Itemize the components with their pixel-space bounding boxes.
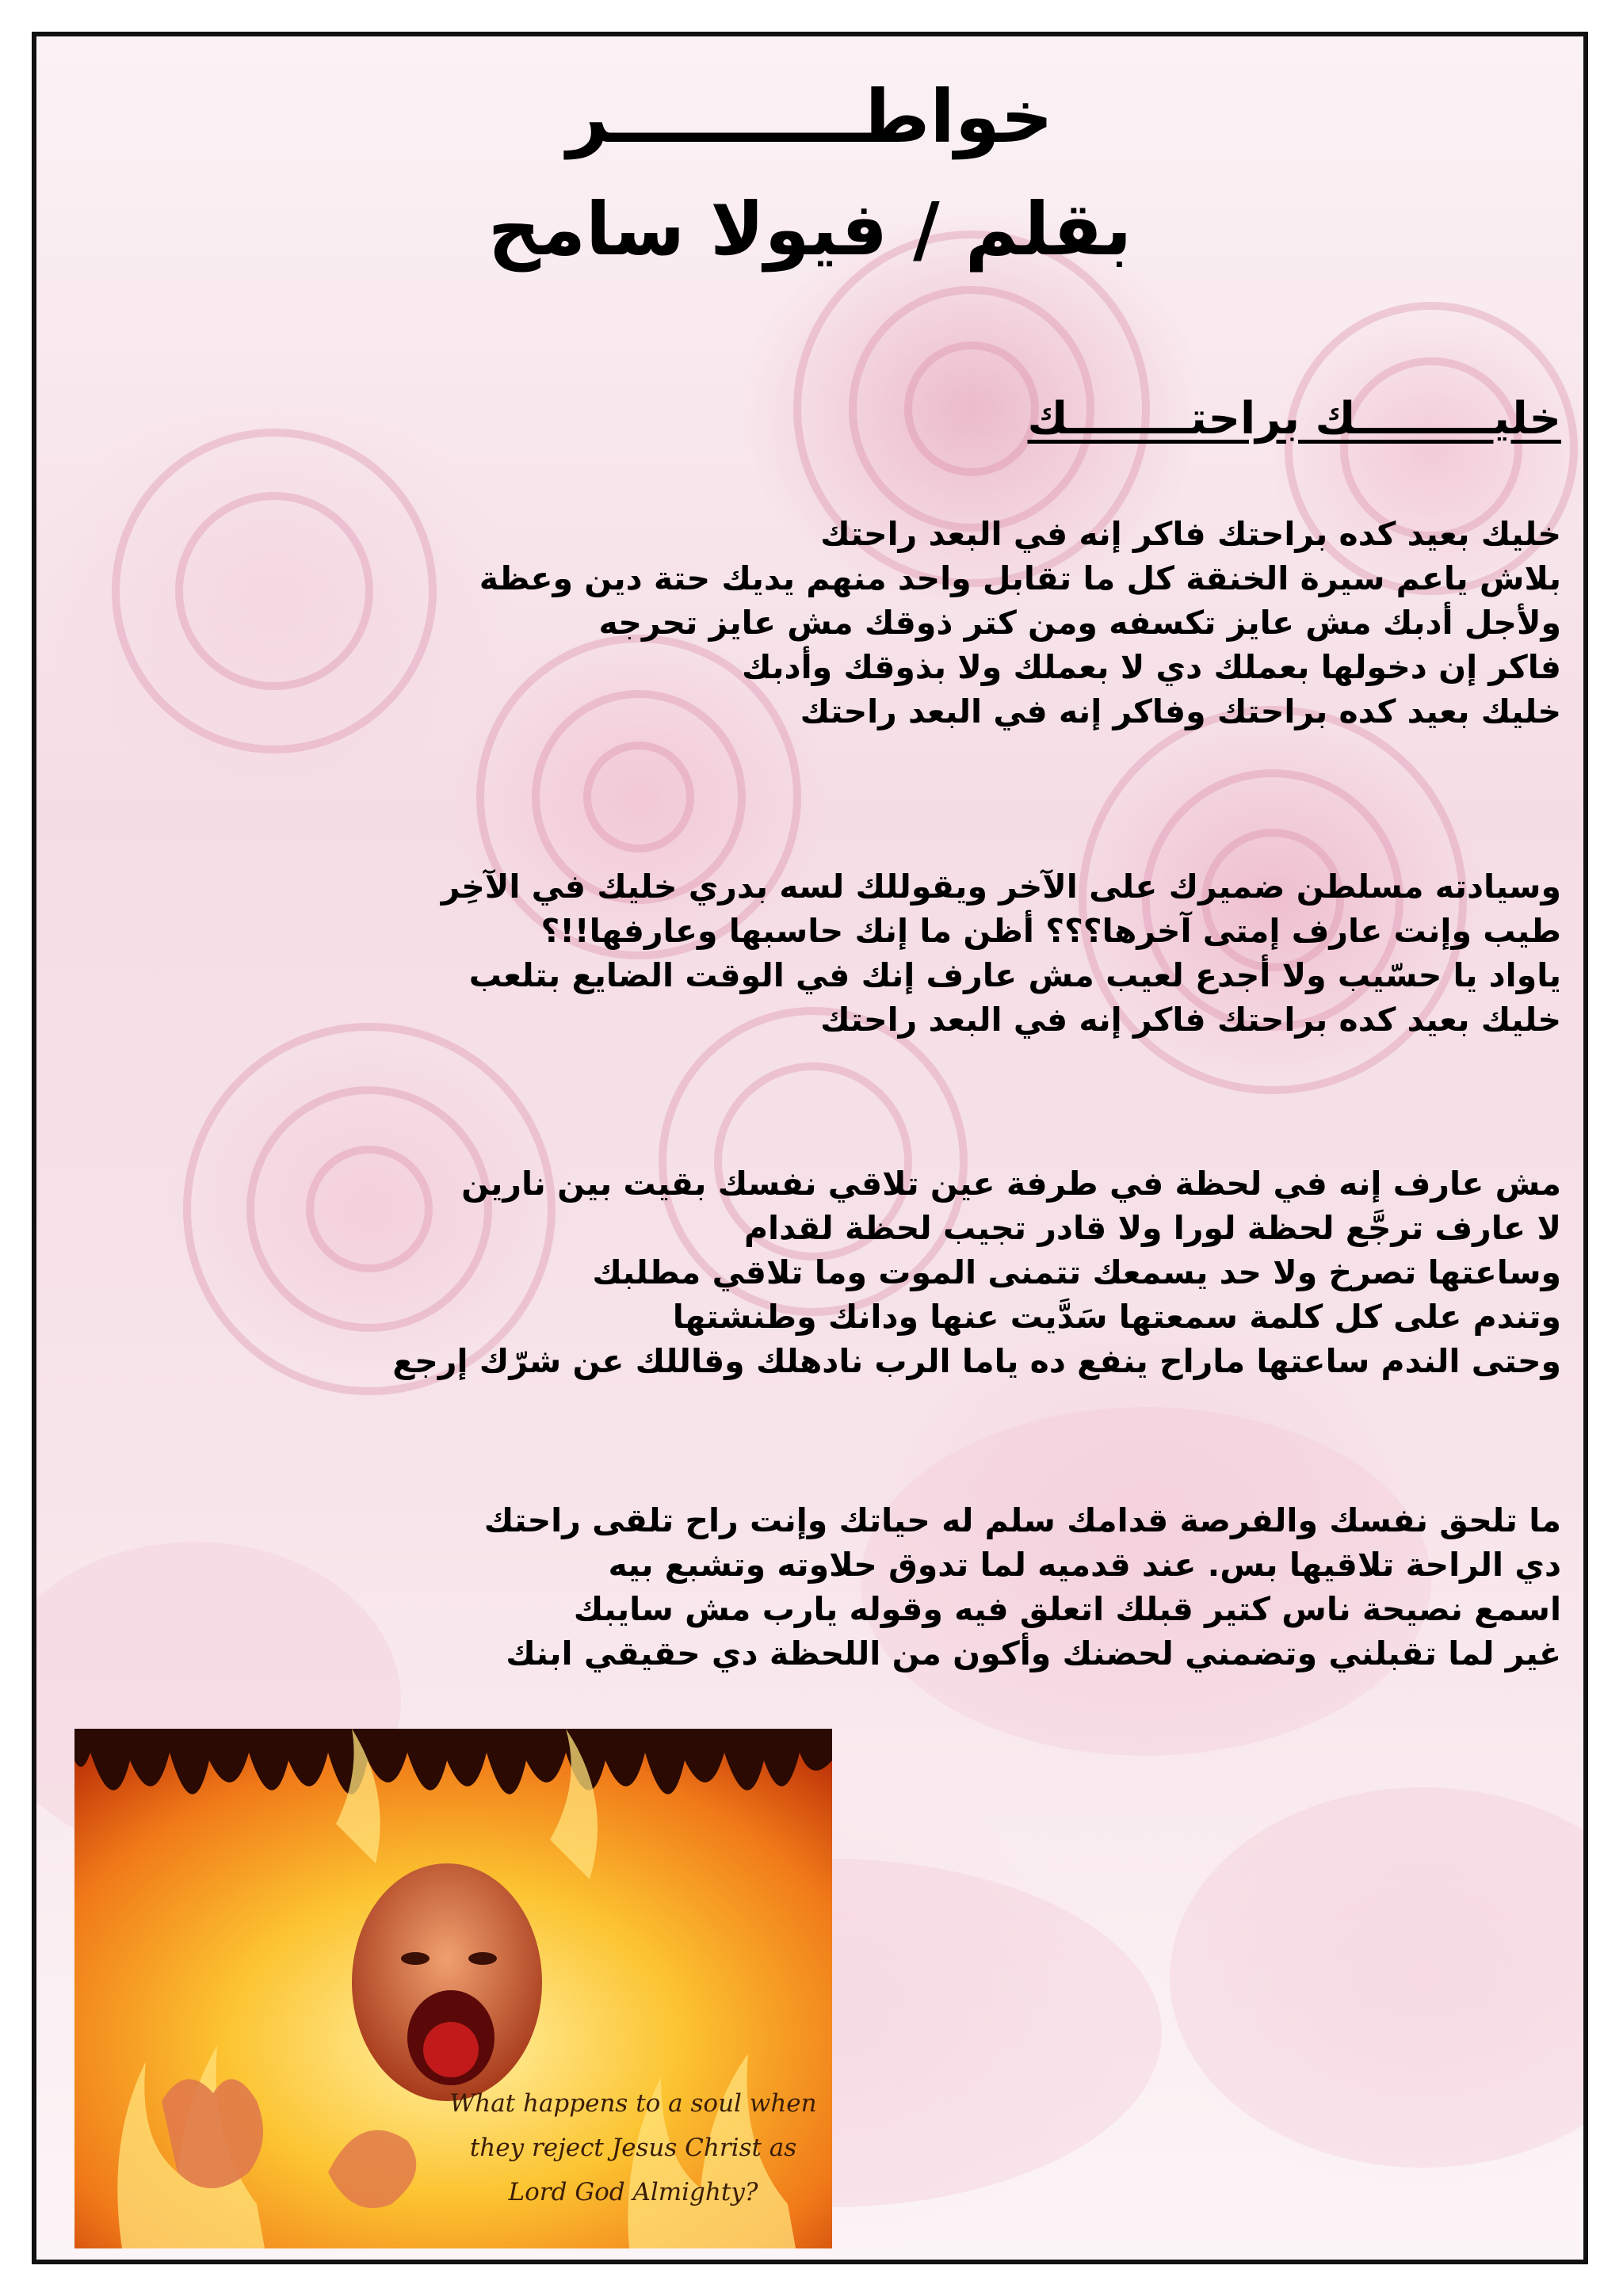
poem-line: وتندم على كل كلمة سمعتها سَدَّيت عنها ودانك وطنشتها	[672, 1298, 1561, 1336]
stanza-3	[392, 1161, 1561, 1383]
poem-line: خليك بعيد كده براحتك فاكر إنه في البعد راحتك	[820, 515, 1561, 553]
poem-title: خليـــــــــك براحتــــــــك	[1027, 393, 1561, 444]
poem-line: غير لما تقبلني وتضمني لحضنك وأكون من اللحظة دي حقيقي ابنك	[506, 1634, 1561, 1672]
poem-line: مش عارف إنه في لحظة في طرفة عين تلاقي نفسك بقيت بين نارين	[461, 1165, 1561, 1203]
caption-line: Lord God Almighty?	[508, 2178, 758, 2206]
poem-line: ولأجل أدبك مش عايز تكسفه ومن كتر ذوقك مش عايز تحرجه	[598, 604, 1561, 642]
stanza-4	[484, 1498, 1561, 1676]
poem-line: خليك بعيد كده براحتك فاكر إنه في البعد راحتك	[820, 1001, 1561, 1039]
flames-picture	[74, 1729, 832, 2248]
header-title: خواطــــــــــر	[567, 74, 1053, 159]
author-byline: بقلم / فيولا سامح	[487, 187, 1132, 272]
poem-line: ياواد يا حسّيب ولا أجدع لعيب مش عارف إنك في الوقت الضايع بتلعب	[468, 956, 1561, 994]
poem-line: وساعتها تصرخ ولا حد يسمعك تتمنى الموت وما تلاقي مطلبك	[592, 1253, 1561, 1291]
caption-line: What happens to a soul when	[449, 2089, 817, 2118]
page-frame	[32, 32, 1588, 2264]
caption-line: they reject Jesus Christ as	[469, 2134, 797, 2162]
poem-line: خليك بعيد كده براحتك وفاكر إنه في البعد راحتك	[800, 692, 1561, 730]
stanza-1	[479, 512, 1561, 734]
picture-caption	[435, 2081, 831, 2214]
poem-line: وسيادته مسلطن ضميرك على الآخر ويقوللك لسه بدري خليك في الآخِر	[441, 868, 1561, 906]
stanza-2	[441, 864, 1561, 1042]
poem-line: فاكر إن دخولها بعملك دي لا بعملك ولا بذوقك وأدبك	[741, 648, 1561, 686]
poem-line: لا عارف ترجَّع لحظة لورا ولا قادر تجيب لحظة لقدام	[743, 1209, 1561, 1247]
poem-line: اسمع نصيحة ناس كتير قبلك اتعلق فيه وقوله يارب مش سايبك	[573, 1590, 1561, 1628]
poem-line: بلاش ياعم سيرة الخنقة كل ما تقابل واحد منهم يديك حتة دين وعظة	[479, 559, 1561, 597]
poem-line: طيب وإنت عارف إمتى آخرها؟؟؟ أظن ما إنك حاسبها وعارفها!!؟	[540, 912, 1561, 950]
poem-line: دي الراحة تلاقيها بس. عند قدميه لما تدوق حلاوته وتشبع بيه	[608, 1546, 1561, 1584]
poem-line: ما تلحق نفسك والفرصة قدامك سلم له حياتك وإنت راح تلقى راحتك	[483, 1501, 1561, 1539]
poem-line: وحتى الندم ساعتها ماراح ينفع ده ياما الرب نادهلك وقاللك عن شرّك إرجع	[392, 1342, 1561, 1380]
